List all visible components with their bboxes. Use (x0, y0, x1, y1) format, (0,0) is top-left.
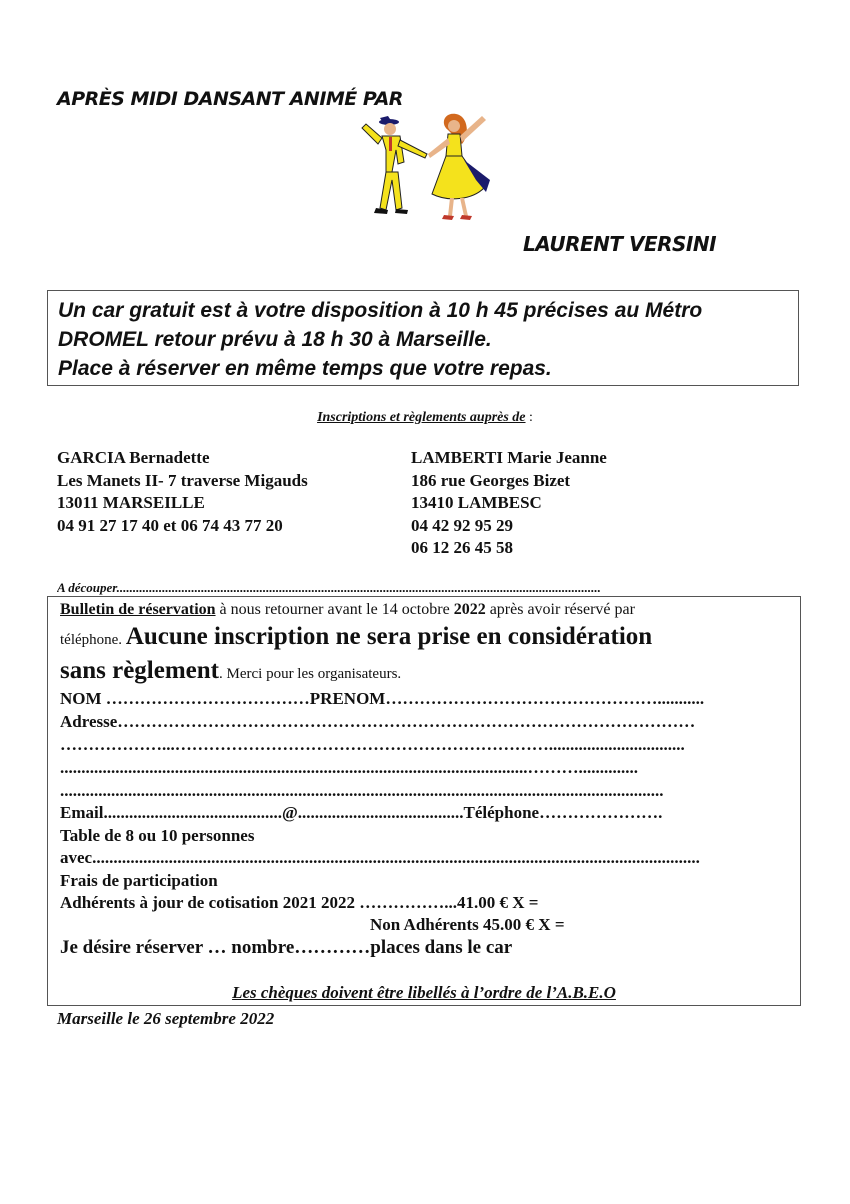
non-adherents-price-line[interactable]: Non Adhérents 45.00 € X = (370, 915, 565, 934)
artist-name: LAURENT VERSINI (523, 232, 717, 256)
adresse-field-line-2[interactable]: ………………...…………………………………………………………................................ (60, 735, 685, 754)
adresse-field-line-3[interactable]: ..............................................................................................................……….............. (60, 758, 638, 777)
phone-word: téléphone. (60, 632, 126, 648)
contact-phone-2: 06 12 26 45 58 (411, 538, 513, 557)
bulletin-text-a: à nous retourner avant le 14 octobre (215, 601, 454, 618)
bus-info-line-2: DROMEL retour prévu à 18 h 30 à Marseille. (58, 328, 492, 351)
warning-text-a: Aucune inscription ne sera prise en considération (125, 623, 653, 650)
bus-info-box (47, 290, 799, 386)
bulletin-label: Bulletin de réservation (60, 601, 216, 618)
cut-line: A découper..................................................................................................................................................... (57, 580, 601, 595)
thanks-text: . Merci pour les organisateurs. (219, 666, 402, 682)
reserve-seats-line[interactable]: Je désire réserver … nombre…………places dans le car (60, 937, 513, 958)
inscriptions-heading-text: Inscriptions et règlements auprès de (317, 410, 526, 425)
bus-info-line-1: Un car gratuit est à votre disposition à 10 h 45 précises au Métro (58, 299, 703, 322)
page-title: APRÈS MIDI DANSANT ANIMÉ PAR (57, 88, 403, 110)
bulletin-text-b: après avoir réservé par (485, 601, 635, 618)
contact-name: GARCIA Bernadette (57, 448, 210, 467)
bulletin-intro (60, 601, 635, 619)
contact-phone: 04 42 92 95 29 (411, 515, 513, 535)
table-size-label: Table de 8 ou 10 personnes (60, 826, 255, 845)
reservation-form (47, 596, 801, 1006)
woman-dancer (428, 114, 490, 220)
contact-name: LAMBERTI Marie Jeanne (411, 448, 607, 467)
adresse-field-line-4[interactable]: .............................................................................................................................................. (60, 781, 664, 800)
contact-address: Les Manets II- 7 traverse Migauds (57, 470, 308, 490)
bus-info-line-3: Place à réserver en même temps que votre repas. (58, 357, 552, 380)
man-dancer (362, 116, 427, 214)
email-phone-field[interactable]: Email..........................................@.......................................Téléphone…………………. (60, 803, 663, 822)
avec-field[interactable]: avec............................................................................................................................................... (60, 848, 700, 867)
contact-lamberti (411, 447, 607, 560)
warning-line-2 (60, 657, 401, 685)
contact-city: 13011 MARSEILLE (57, 493, 205, 512)
frais-label: Frais de participation (60, 871, 218, 890)
inscriptions-heading-suffix: : (525, 410, 533, 425)
contact-address: 186 rue Georges Bizet (411, 470, 571, 490)
bulletin-year: 2022 (453, 601, 486, 618)
dancers-illustration (352, 110, 502, 225)
warning-text-b: sans règlement (60, 657, 219, 684)
contact-garcia (57, 447, 308, 537)
document-date: Marseille le 26 septembre 2022 (57, 1009, 275, 1028)
contact-phone: 04 91 27 17 40 et 06 74 43 77 20 (57, 515, 283, 535)
warning-line-1 (60, 623, 652, 651)
adherents-price-line[interactable]: Adhérents à jour de cotisation 2021 2022 ……………...41.00 € X = (60, 893, 539, 912)
contact-city: 13410 LAMBESC (411, 493, 542, 512)
nom-prenom-field[interactable]: NOM ………………………………PRENOM…………………………………………........... (60, 689, 705, 708)
inscriptions-heading (0, 410, 850, 426)
adresse-field[interactable]: Adresse………………………………………………………………………………………… (60, 712, 696, 731)
cheques-note: Les chèques doivent être libellés à l’ordre de l’A.B.E.O (232, 983, 616, 1002)
